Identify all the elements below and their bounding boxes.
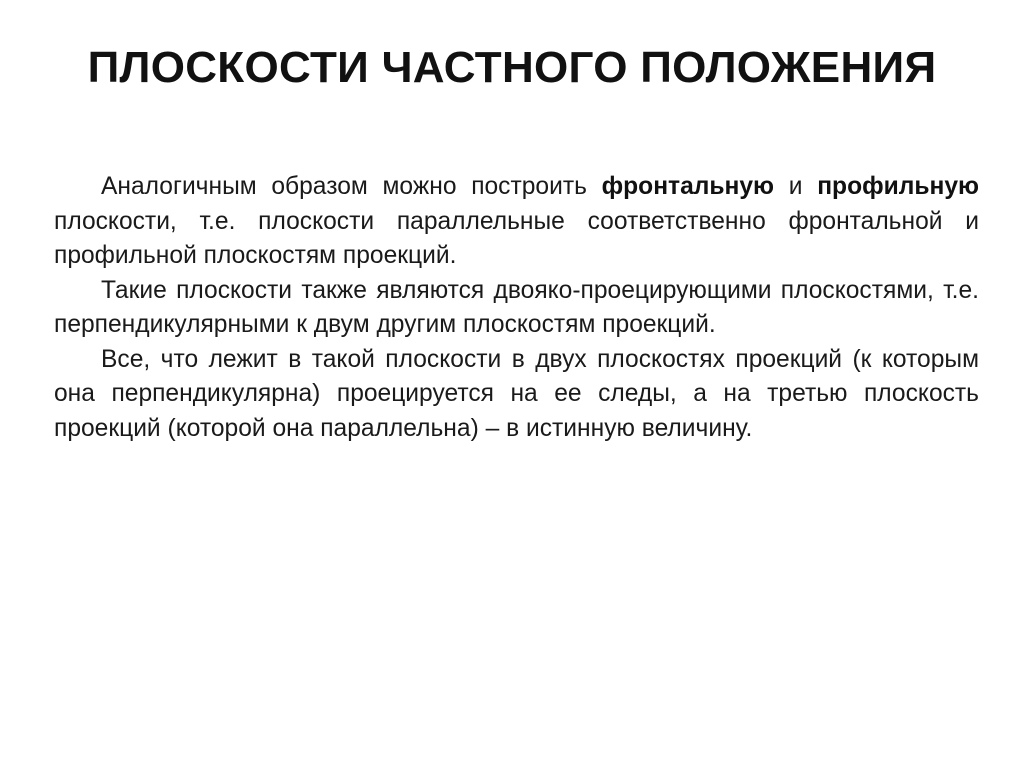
- paragraph-frontal-profile: [54, 170, 979, 274]
- term-frontal: фронтальную: [601, 173, 775, 200]
- paragraph-text: плоскости, т.е. плоскости параллельные соответственно фронтальной и профильной плоскостям проекций.: [54, 207, 979, 269]
- paragraph-text: и: [774, 173, 818, 200]
- term-profile: профильную: [817, 173, 980, 200]
- slide-title: ПЛОСКОСТИ ЧАСТНОГО ПОЛОЖЕНИЯ: [87, 43, 937, 92]
- slide-body: [54, 170, 979, 446]
- paragraph-text: Аналогичным образом можно построить: [101, 173, 602, 200]
- paragraph-double-projecting: Такие плоскости также являются двояко-проецирующими плоскостями, т.е. перпендикулярными к двум другим плоскостям проекций.: [54, 276, 979, 338]
- paragraph-true-size: Все, что лежит в такой плоскости в двух плоскостях проекций (к которым она перпендикулярна) проецируется на ее следы, а на третью плоскость проекций (которой она параллельна) – в истинную величину.: [54, 345, 979, 442]
